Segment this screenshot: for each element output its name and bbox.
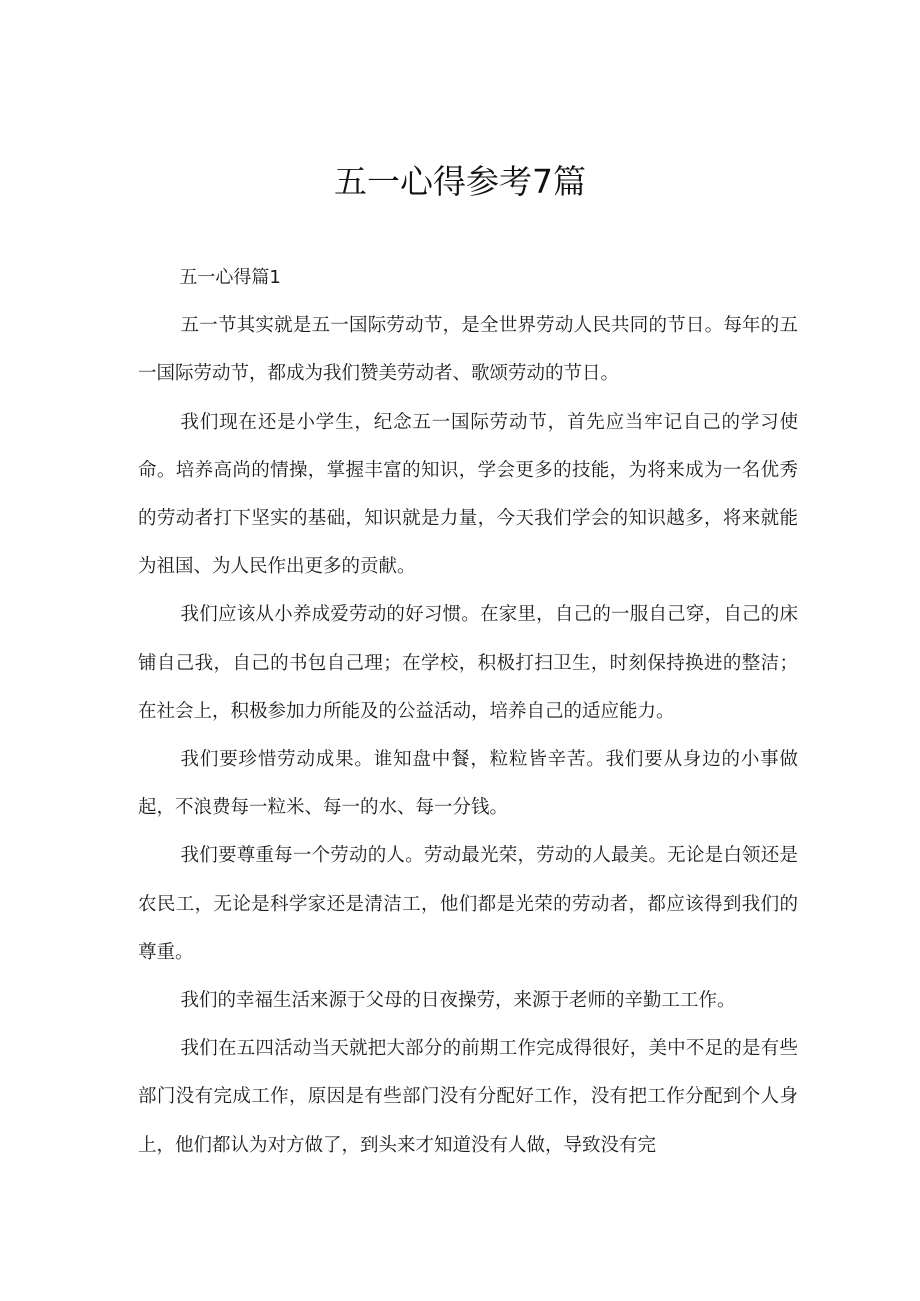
paragraph-2: 我们现在还是小学生，纪念五一国际劳动节，首先应当牢记自己的学习使命。培养高尚的情操，掌握丰富的知识，学会更多的技能，为将来成为一名优秀的劳动者打下坚实的基础，知识就是力量，今天我们学会的知识越多，将来就能为祖国、为人民作出更多的贡献。 — [138, 411, 798, 578]
paragraph-1: 五一节其实就是五一国际劳动节，是全世界劳动人民共同的节日。每年的五一国际劳动节，都成为我们赞美劳动者、歌颂劳动的节日。 — [138, 315, 798, 385]
document-body — [138, 254, 798, 1170]
paragraph-4: 我们要珍惜劳动成果。谁知盘中餐，粒粒皆辛苦。我们要从身边的小事做起，不浪费每一粒米、每一的水、每一分钱。 — [138, 749, 798, 819]
paragraph-5: 我们要尊重每一个劳动的人。劳动最光荣，劳动的人最美。无论是白领还是农民工，无论是科学家还是清洁工，他们都是光荣的劳动者，都应该得到我们的尊重。 — [138, 845, 798, 963]
section-heading: 五一心得篇1 — [179, 267, 281, 288]
document-title: 五一心得参考7篇 — [334, 162, 586, 201]
paragraph-7: 我们在五四活动当天就把大部分的前期工作完成得很好，美中不足的是有些部门没有完成工作，原因是有些部门没有分配好工作，没有把工作分配到个人身上，他们都认为对方做了，到头来才知道没有人做，导致没有完 — [138, 1038, 798, 1156]
paragraph-3: 我们应该从小养成爱劳动的好习惯。在家里，自己的一服自己穿，自己的床铺自己我，自己的书包自己理；在学校，积极打扫卫生，时刻保持换进的整洁；在社会上，积极参加力所能及的公益活动，培养自己的适应能力。 — [138, 604, 798, 722]
paragraph-6: 我们的幸福生活来源于父母的日夜操劳，来源于老师的辛勤工工作。 — [180, 990, 736, 1012]
